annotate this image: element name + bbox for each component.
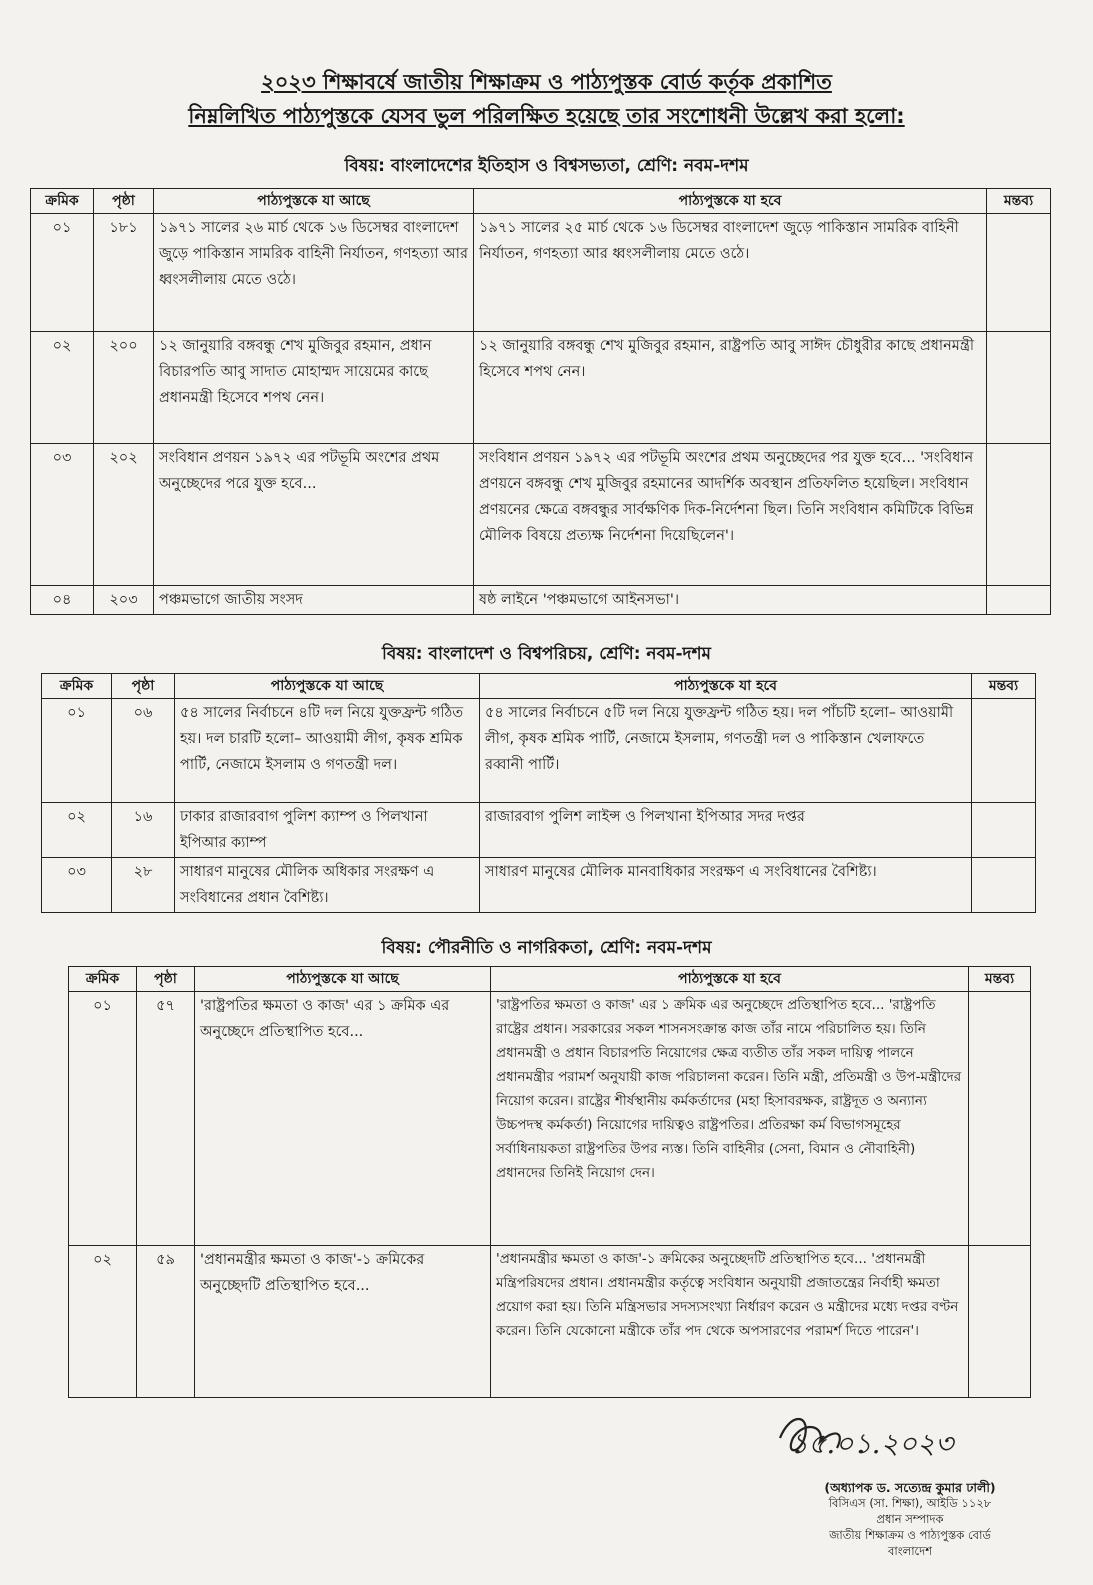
cell-serial: ০১ [69,992,137,1246]
cell-corrected: ৫৪ সালের নির্বাচনে ৫টি দল নিয়ে যুক্তফ্রন্ট গঠিত হয়। দল পাঁচটি হলো– আওয়ামী লীগ, কৃষক শ্রমিক পার্টি, নেজামে ইসলাম, গণতন্ত্রী দল ও পাকিস্তান খেলাফতে রব্বানী পার্টি। [480,699,972,803]
cell-current: সাধারণ মানুষের মৌলিক অধিকার সংরক্ষণ এ সংবিধানের প্রধান বৈশিষ্ট্য। [175,858,480,913]
table-row [31,214,1051,332]
table-header-row [31,189,1051,214]
column-header-serial: ক্রমিক [69,967,137,992]
cell-remarks [987,214,1051,332]
cell-remarks [987,444,1051,586]
cell-corrected: ষষ্ঠ লাইনে 'পঞ্চমভাগে আইনসভা'। [474,586,987,615]
table-header-row [69,967,1031,992]
cell-remarks [969,1246,1031,1398]
column-header-current: পাঠ্যপুস্তকে যা আছে [175,674,480,699]
table-row [31,444,1051,586]
column-header-current: পাঠ্যপুস্তকে যা আছে [154,189,474,214]
column-header-page: পৃষ্ঠা [137,967,195,992]
cell-corrected: রাজারবাগ পুলিশ লাইন্স ও পিলখানা ইপিআর সদর দপ্তর [480,803,972,858]
cell-current: ঢাকার রাজারবাগ পুলিশ ক্যাম্প ও পিলখানা ইপিআর ক্যাম্প [175,803,480,858]
cell-remarks [972,699,1036,803]
table-header-row [42,674,1036,699]
signatory-id: বিসিএস (সা. শিক্ষা), আইডি ১১২৮ [828,1496,992,1510]
cell-serial: ০২ [69,1246,137,1398]
cell-corrected: ১২ জানুয়ারি বঙ্গবন্ধু শেখ মুজিবুর রহমান, রাষ্ট্রপতি আবু সাঈদ চৌধুরীর কাছে প্রধানমন্ত্রী হিসেবে শপথ নেন। [474,332,987,444]
section-subject-civics: বিষয়: পৌরনীতি ও নাগরিকতা, শ্রেণি: নবম-দশম [381,938,712,958]
signatory-name: (অধ্যাপক ড. সত্যেন্দ্র কুমার ঢালী) [824,1480,996,1495]
column-header-serial: ক্রমিক [42,674,112,699]
column-header-remarks: মন্তব্য [969,967,1031,992]
signatory-country: বাংলাদেশ [887,1544,933,1558]
cell-serial: ০২ [42,803,112,858]
section-subject-history: বিষয়: বাংলাদেশের ইতিহাস ও বিশ্বসভ্যতা, শ্রেণি: নবম-দশম [344,156,749,176]
cell-page: ২০২ [94,444,154,586]
cell-corrected: ১৯৭১ সালের ২৫ মার্চ থেকে ১৬ ডিসেম্বর বাংলাদেশ জুড়ে পাকিস্তান সামরিক বাহিনী নির্যাতন, গণহত্যা আর ধ্বংসলীলায় মেতে ওঠে। [474,214,987,332]
table-row [31,586,1051,615]
cell-page: ২৮ [112,858,175,913]
column-header-page: পৃষ্ঠা [112,674,175,699]
cell-current: সংবিধান প্রণয়ন ১৯৭২ এর পটভূমি অংশের প্রথম অনুচ্ছেদের পরে যুক্ত হবে... [154,444,474,586]
cell-current: পঞ্চমভাগে জাতীয় সংসদ [154,586,474,615]
table-row [42,699,1036,803]
table-row [69,992,1031,1246]
table-row [69,1246,1031,1398]
column-header-serial: ক্রমিক [31,189,94,214]
cell-serial: ০১ [42,699,112,803]
cell-remarks [972,858,1036,913]
cell-current: ১৯৭১ সালের ২৬ মার্চ থেকে ১৬ ডিসেম্বর বাংলাদেশ জুড়ে পাকিস্তান সামরিক বাহিনী নির্যাতন, গণহত্যা আর ধ্বংসলীলায় মেতে ওঠে। [154,214,474,332]
cell-page: ২০৩ [94,586,154,615]
cell-corrected: সংবিধান প্রণয়ন ১৯৭২ এর পটভূমি অংশের প্রথম অনুচ্ছেদের পর যুক্ত হবে... 'সংবিধান প্রণয়নে বঙ্গবন্ধু শেখ মুজিবুর রহমানের আদর্শিক অবস্থান প্রতিফলিত হয়েছিল। সংবিধান প্রণয়নের ক্ষেত্রে বঙ্গবন্ধুর সার্বক্ষণিক দিক-নির্দেশনা ছিল। তিনি সংবিধান কমিটিকে বিভিন্ন মৌলিক বিষয়ে প্রত্যক্ষ নির্দেশনা দিয়েছিলেন'। [474,444,987,586]
corrections-table-civics [68,966,1031,1398]
cell-serial: ০৩ [42,858,112,913]
table-row [42,803,1036,858]
signatory-title: প্রধান সম্পাদক [876,1512,944,1526]
cell-current: 'প্রধানমন্ত্রীর ক্ষমতা ও কাজ'-১ ক্রমিকের অনুচ্ছেদটি প্রতিস্থাপিত হবে... [195,1246,491,1398]
cell-remarks [972,803,1036,858]
cell-serial: ০৪ [31,586,94,615]
cell-corrected: 'রাষ্ট্রপতির ক্ষমতা ও কাজ' এর ১ ক্রমিক এর অনুচ্ছেদে প্রতিস্থাপিত হবে... 'রাষ্ট্রপতি রাষ্ট্রের প্রধান। সরকারের সকল শাসনসংক্রান্ত কাজ তাঁর নামে পরিচালিত হয়। তিনি প্রধানমন্ত্রী ও প্রধান বিচারপতি নিয়োগের ক্ষেত্র ব্যতীত তাঁর সকল দায়িত্ব পালনে প্রধানমন্ত্রীর পরামর্শ অনুযায়ী কাজ পরিচালনা করেন। তিনি মন্ত্রী, প্রতিমন্ত্রী ও উপ-মন্ত্রীদের নিয়োগ করেন। রাষ্ট্রের শীর্ষস্থানীয় কর্মকর্তাদের (মহা হিসাবরক্ষক, রাষ্ট্রদূত ও অন্যান্য উচ্চপদস্থ কর্মকর্তা) নিয়োগের দায়িত্বও রাষ্ট্রপতির। প্রতিরক্ষা কর্ম বিভাগসমূহের সর্বাধিনায়কতা রাষ্ট্রপতির উপর ন্যস্ত। তিনি বাহিনীর (সেনা, বিমান ও নৌবাহিনী) প্রধানদের তিনিই নিয়োগ দেন। [491,992,969,1246]
cell-current: 'রাষ্ট্রপতির ক্ষমতা ও কাজ' এর ১ ক্রমিক এর অনুচ্ছেদে প্রতিস্থাপিত হবে... [195,992,491,1246]
cell-page: ২০০ [94,332,154,444]
cell-page: ১৮১ [94,214,154,332]
cell-remarks [987,586,1051,615]
column-header-remarks: মন্তব্য [972,674,1036,699]
corrections-table-history [30,188,1051,615]
column-header-page: পৃষ্ঠা [94,189,154,214]
cell-page: ০৬ [112,699,175,803]
column-header-remarks: মন্তব্য [987,189,1051,214]
column-header-corrected: পাঠ্যপুস্তকে যা হবে [474,189,987,214]
cell-serial: ০৩ [31,444,94,586]
column-header-corrected: পাঠ্যপুস্তকে যা হবে [491,967,969,992]
table-row [42,858,1036,913]
cell-current: ৫৪ সালের নির্বাচনে ৪টি দল নিয়ে যুক্তফ্রন্ট গঠিত হয়। দল চারটি হলো– আওয়ামী লীগ, কৃষক শ্রমিক পার্টি, নেজামে ইসলাম ও গণতন্ত্রী দল। [175,699,480,803]
cell-corrected: 'প্রধানমন্ত্রীর ক্ষমতা ও কাজ'-১ ক্রমিকের অনুচ্ছেদটি প্রতিস্থাপিত হবে... 'প্রধানমন্ত্রী মন্ত্রিপরিষদের প্রধান। প্রধানমন্ত্রীর কর্তৃত্বে সংবিধান অনুযায়ী প্রজাতন্ত্রের নির্বাহী ক্ষমতা প্রয়োগ করা হয়। তিনি মন্ত্রিসভার সদস্যসংখ্যা নির্ধারণ করেন ও মন্ত্রীদের মধ্যে দপ্তর বণ্টন করেন। তিনি যেকোনো মন্ত্রীকে তাঁর পদ থেকে অপসারণের পরামর্শ দিতে পারেন'। [491,1246,969,1398]
cell-corrected: সাধারণ মানুষের মৌলিক মানবাধিকার সংরক্ষণ এ সংবিধানের বৈশিষ্ট্য। [480,858,972,913]
cell-page: ৫৭ [137,992,195,1246]
notice-heading-line1: ২০২৩ শিক্ষাবর্ষে জাতীয় শিক্ষাক্রম ও পাঠ্যপুস্তক বোর্ড কর্তৃক প্রকাশিত [261,70,832,94]
cell-serial: ০২ [31,332,94,444]
cell-remarks [969,992,1031,1246]
corrections-table-bangladesh-world [41,673,1036,913]
cell-current: ১২ জানুয়ারি বঙ্গবন্ধু শেখ মুজিবুর রহমান, প্রধান বিচারপতি আবু সাদাত মোহাম্মদ সায়েমের কাছে প্রধানমন্ত্রী হিসেবে শপথ নেন। [154,332,474,444]
table-row [31,332,1051,444]
column-header-corrected: পাঠ্যপুস্তকে যা হবে [480,674,972,699]
column-header-current: পাঠ্যপুস্তকে যা আছে [195,967,491,992]
signature-date: ১৫.০১.২০২৩ [790,1427,954,1460]
cell-page: ৫৯ [137,1246,195,1398]
section-subject-bangladesh-world: বিষয়: বাংলাদেশ ও বিশ্বপরিচয়, শ্রেণি: নবম-দশম [382,644,711,664]
cell-remarks [987,332,1051,444]
signatory-organization: জাতীয় শিক্ষাক্রম ও পাঠ্যপুস্তক বোর্ড [829,1528,991,1542]
cell-serial: ০১ [31,214,94,332]
cell-page: ১৬ [112,803,175,858]
notice-heading-line2: নিম্নলিখিত পাঠ্যপুস্তকে যেসব ভুল পরিলক্ষিত হয়েছে তার সংশোধনী উল্লেখ করা হলো: [188,104,905,128]
